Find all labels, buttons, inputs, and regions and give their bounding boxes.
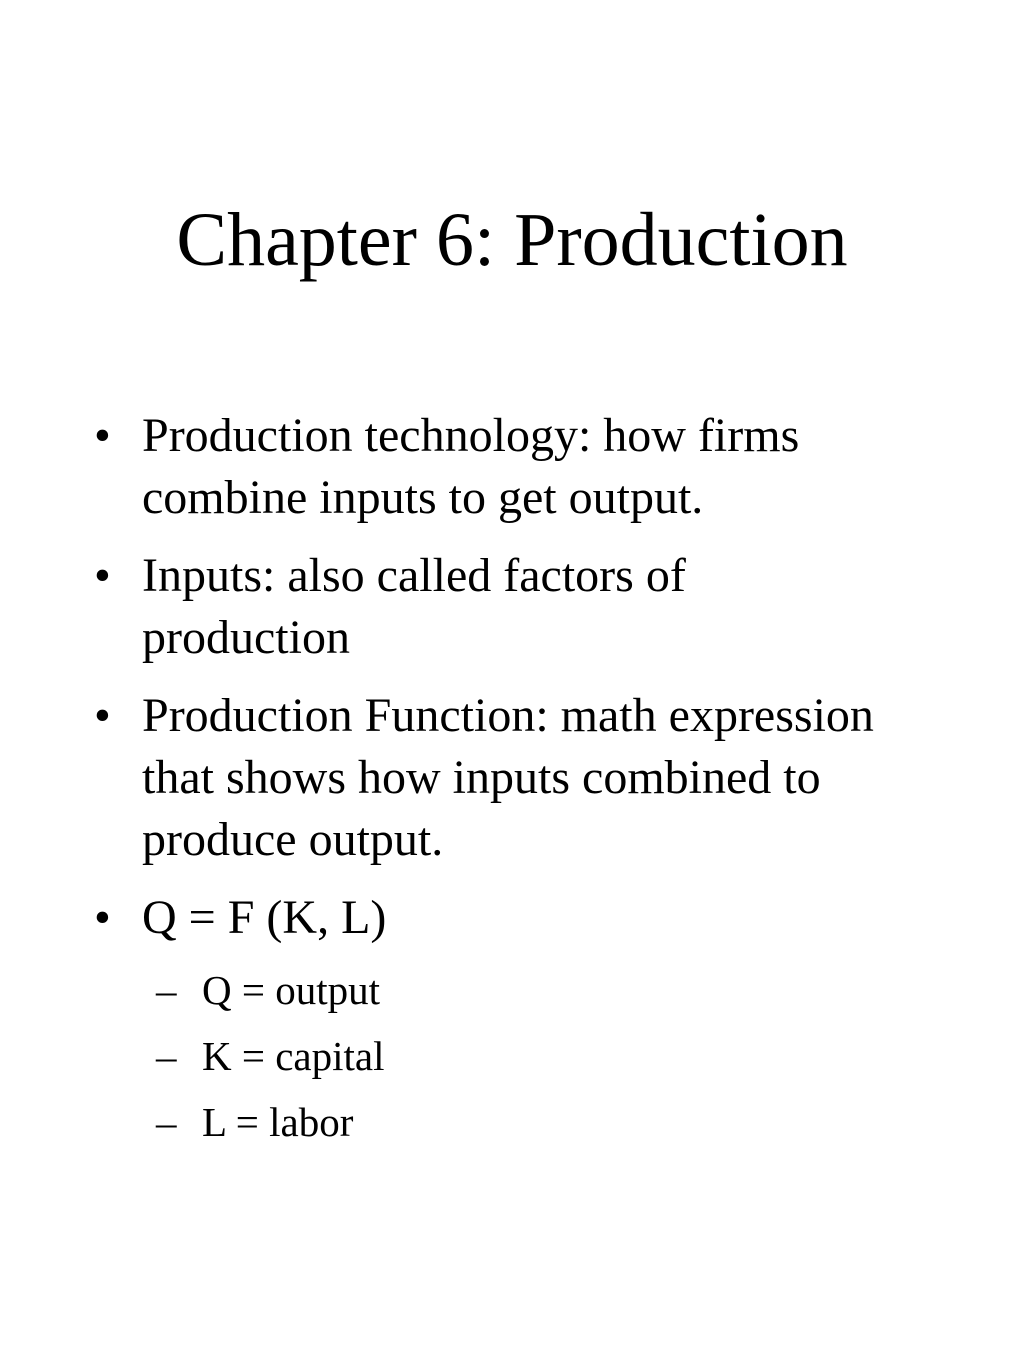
bullet-marker: • [94,891,111,944]
bullet-marker: • [94,549,111,602]
sub-bullet-marker: – [156,967,177,1013]
bullet-item [90,545,890,669]
sub-bullet-text: L = labor [202,1099,354,1145]
sub-bullet-marker: – [156,1033,177,1079]
sub-bullet-list [90,965,890,1163]
sub-bullet-text: Q = output [202,967,381,1013]
bullet-text: Production Function: math expression that shows how inputs combined to produce output. [142,689,874,866]
bullet-item [90,405,890,529]
bullet-text: Production technology: how firms combine inputs to get output. [142,409,800,524]
sub-bullet-item [90,965,890,1015]
bullet-marker: • [94,689,111,742]
sub-bullet-item [90,1031,890,1081]
slide-title: Chapter 6: Production [176,198,848,282]
sub-bullet-item [90,1097,890,1147]
bullet-item [90,887,890,949]
sub-bullet-marker: – [156,1099,177,1145]
bullet-item [90,685,890,871]
bullet-text: Q = F (K, L) [142,891,387,944]
bullet-marker: • [94,409,111,462]
bullet-text: Inputs: also called factors of production [142,549,686,664]
bullet-list [90,405,890,965]
sub-bullet-text: K = capital [202,1033,385,1079]
